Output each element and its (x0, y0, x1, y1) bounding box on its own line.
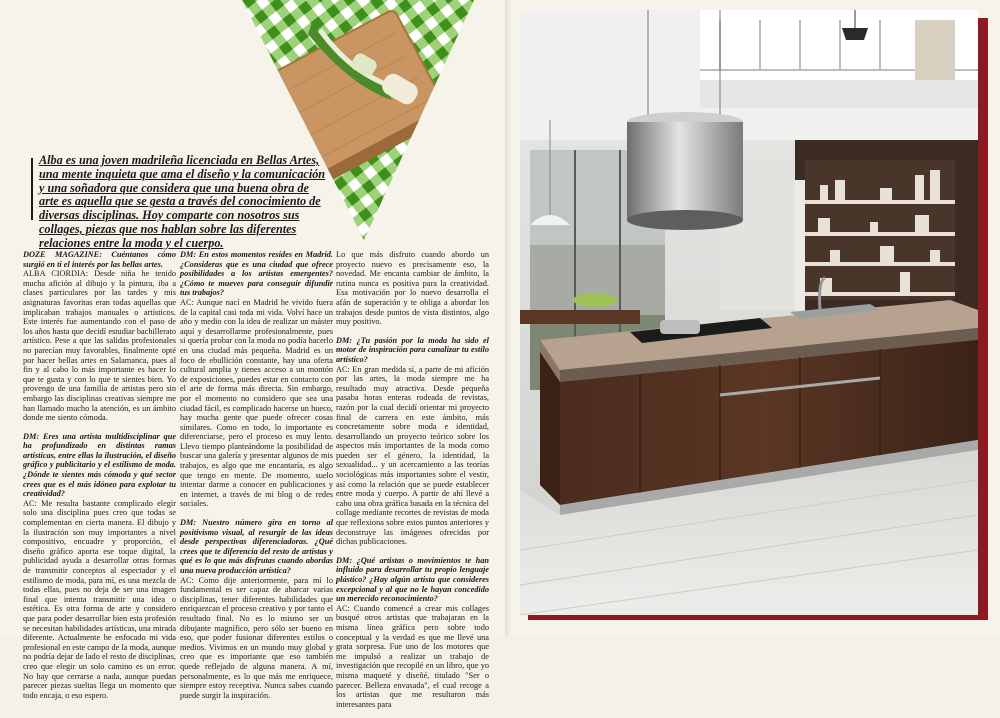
qa-block (180, 518, 333, 700)
qa-block (23, 250, 176, 423)
question: DM: En estos momentos resides en Madrid. ¿Consideras que es una ciudad que ofrece posibilidades a los artistas emergentes? ¿Cómo te mueves para conseguir difundir tus trabajos? (180, 250, 333, 298)
kitchen-photo (520, 10, 978, 615)
answer: AC: Como dije anteriormente, para mí lo fundamental es ser capaz de abarcar varias disciplinas, tener diferentes habilidades que enriquezcan el proceso creativo y por tanto el resultado final. No es lo mismo ser un dibujante magnífico, pero sólo ser bueno en eso, que poder fusionar diferentes estilos o medios. Vivimos en un mundo muy global y creo que es importante que eso también quede reflejado de alguna manera. A mí, personalmente, es lo que más me enriquece, siempre estoy receptiva. Nunca sabes cuando puede surgir la inspiración. (180, 575, 333, 700)
answer: AC: Aunque nací en Madrid he vivido fuera de la capital casi toda mi vida. Volví hace un año y medio con la idea de realizar un máster aquí y desarrollarme profesionalmente, pues si quería probar con la moda no podía hacerlo en una ciudad más pequeña. Madrid es un foco de ebullición constante, hay una oferta cultural amplia y tienes acceso a un montón de exposiciones, puedes estar en contacto con el arte de forma más directa. Sin embargo, por el momento no considero que sea una ciudad fácil, es complicado hacerse un hueco, hay mucha gente que puede ofrecer cosas similares. Como en todo, lo importante es diferenciarse, pero el proceso es muy lento. Llevo tiempo planteándome la posibilidad de buscar una galería y presentar algunos de mis trabajos, es algo que me encantaría, es algo que tengo en mente. De momento, suelo intentar darme a conocer en publicaciones y en internet, a través de mi blog o de redes sociales. (180, 297, 333, 509)
intro-paragraph (30, 154, 330, 251)
answer: AC: En gran medida sí, a parte de mi afición por las artes, la moda siempre me ha resultado muy atractiva. Desde pequeña pasaba horas enteras rodeada de revistas, razón por la cual decidí orientar mi proyecto final de carrera en este ámbito, más concretamente sobre moda e identidad, desarrollando un proyecto teórico sobre los aspectos más importantes de la moda como pueden ser el género, la identidad, la sexualidad... y un acercamiento a las teorías sociológicas más importantes sobre el vestir, así como la relación que se puede establecer entre moda y cuerpo. A partir de ahí llevé a cabo una obra gráfica basada en la técnica del collage mediante recortes de revistas de moda que reflexiona sobre estos puntos anteriores y deconstruye las imágenes ofrecidas por dichas publicaciones. (336, 364, 489, 547)
question: DM: Eres una artista multidisciplinar que ha profundizado en distintas ramas artísticas, entre ellas la ilustración, el diseño gráfico y publicitario y el estilismo de moda. ¿Dónde te sientes más cómoda y qué sector crees que es el más idóneo para explotar tu creatividad? (23, 431, 176, 499)
question: DM: ¿Qué artistas o movimientos te han influido para desarrollar tu propio lenguaje plástico? ¿Hay algún artista que consideres excepcional y al que no le hayan concedido un merecido reconocimiento? (336, 555, 489, 604)
qa-block (23, 432, 176, 701)
question: DOZE MAGAZINE: Cuéntanos cómo surgió en ti el interés por las bellas artes. (23, 250, 176, 269)
qa-block (336, 336, 489, 547)
question: DM: Nuestro número gira en torno al positivismo visual, al resurgir de las ideas desde perspectivas diferenciadoras. ¿Qué crees que te diferencia del resto de artistas y qué es lo que más disfrutas cuando abordas una nueva producción artística? (180, 518, 333, 575)
answer: AC: Cuando comencé a crear mis collages busqué otros artistas que trabajaran en la misma línea gráfica pero sobre todo conceptual y la verdad es que me llevé una grata sorpresa. Fue uno de los motores que me impulsó a realizar un trabajo de investigación que recopilé en un libro, que yo misma maqueté y diseñé, titulado "Ser o parecer. Belleza envasada", el cual recoge a los artistas que me resultaron más interesantes para (336, 603, 489, 709)
answer: Lo que más disfruto cuando abordo un proyecto nuevo es precisamente eso, la novedad. Me encanta cambiar de ámbito, la rutina nunca es positiva para la creatividad. Esa motivación por lo nuevo desarrolla el afán de superación y te obliga a abordar los trabajos desde puntos de vista distintos, algo muy positivo. (336, 250, 489, 327)
qa-block (180, 250, 333, 509)
text-column-3 (336, 250, 489, 718)
text-column-1 (23, 250, 176, 709)
qa-block (336, 556, 489, 710)
intro-text: Alba es una joven madrileña licenciada en Bellas Artes, una mente inquieta que ama el diseño y la comunicación y una soñadora que considera que una buena obra de arte es aquella que se gesta a través del conocimiento de diversas disciplinas. Hoy comparte con nosotros sus collages, piezas que nos hablan sobre las diferentes relaciones entre la moda y el cuerpo. (39, 153, 326, 250)
question: DM: ¿Tu pasión por la moda ha sido el motor de inspiración para canalizar tu estilo artístico? (336, 335, 489, 364)
text-column-2 (180, 250, 333, 709)
answer: AC: Me resulta bastante complicado elegir solo una disciplina pues creo que todas se complementan en cierta manera. El dibujo y la ilustración son muy importantes a nivel compositivo, encuadre y proporción, el diseño gráfico aporta ese toque digital, la publicidad ayuda a desarrollar otras formas de transmitir conceptos al espectador y el estilismo de moda, para mí, es una mezcla de todas ellas, pues no deja de ser una imagen final que intenta transmitir una idea o estética. Es otra forma de arte y considero que para poder desarrollar bien esta profesión se necesitan habilidades artísticas, una mirada diferente. Actualmente he enfocado mi vida profesional en este campo de la moda, aunque no podría dejar de lado el resto de disciplinas, creo que elegir un solo camino es un error. No hay que cerrarse a nada, aunque puedan parecer piezas sueltas llega un momento que todo encaja, o eso espero. (23, 498, 176, 700)
qa-block (336, 250, 489, 327)
answer: ALBA CIORDIA: Desde niña he tenido mucha afición al dibujo y la pintura, iba a clases particulares por las tardes y mis asignaturas favoritas eran todas aquellas que implicaban trabajos manuales o artísticos. Este interés fue aumentando con el paso de los años hasta que decidí estudiar bachillerato artístico. Pese a que las salidas profesionales no parecían muy favorables, finalmente opté por hacer bellas artes en Salamanca, pues al fin y al cabo lo más importante es hacer lo que te gusta y con lo que te sientes bien. Yo provengo de una familia de artistas pero sin embargo las disciplinas creativas siempre me han llamado mucho la atención, es un ámbito donde me siento cómoda. (23, 269, 176, 423)
